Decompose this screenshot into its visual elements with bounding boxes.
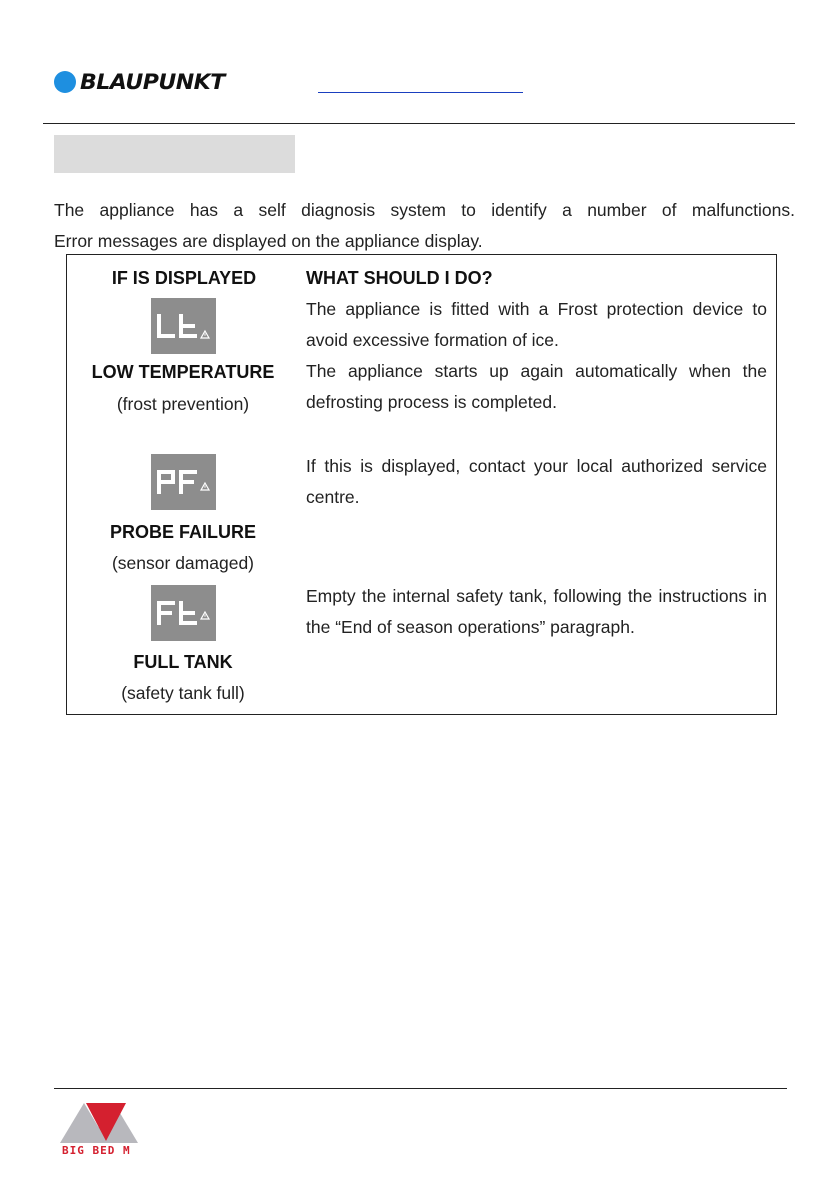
- brand-name: BLAUPUNKT: [80, 70, 225, 94]
- intro-paragraph: [54, 195, 795, 257]
- row-pf-action-1: If this is displayed, contact your local authorized service centre.: [306, 456, 767, 507]
- row-pf-desc: (sensor damaged): [111, 553, 255, 573]
- warning-icon: [201, 331, 209, 338]
- row-lt-action-1: The appliance is fitted with a Frost protection device to avoid excessive formation of ice.: [306, 299, 767, 350]
- intro-line-2: Error messages are displayed on the appliance display.: [54, 231, 483, 251]
- display-code-pf: [151, 454, 216, 510]
- ft-display-glyph: [151, 585, 216, 641]
- blaupunkt-logo: [54, 70, 225, 94]
- footer-divider: [54, 1088, 787, 1089]
- intro-line-1: The appliance has a self diagnosis system to identify a number of malfunctions.: [54, 200, 795, 220]
- row-ft-name: FULL TANK: [133, 652, 233, 672]
- row-ft-action: [306, 581, 767, 643]
- display-code-ft: [151, 585, 216, 641]
- warning-icon: [201, 612, 209, 619]
- row-ft-action-1: Empty the internal safety tank, following the instructions in the “End of season operations” paragraph.: [306, 586, 767, 637]
- row-lt-name: LOW TEMPERATURE: [91, 362, 275, 382]
- warning-icon: [201, 483, 209, 490]
- header-link-underline: [318, 92, 523, 93]
- logo-dot-icon: [54, 71, 76, 93]
- row-pf-action: [306, 451, 767, 513]
- row-pf-name: PROBE FAILURE: [109, 522, 256, 542]
- row-lt-action: [306, 294, 767, 418]
- error-code-table: [66, 254, 777, 715]
- row-ft-desc: (safety tank full): [121, 683, 245, 703]
- row-lt-action-2: The appliance starts up again automatically when the defrosting process is completed.: [306, 361, 767, 412]
- header-divider: [43, 123, 795, 124]
- row-lt-desc: (frost prevention): [116, 394, 250, 414]
- display-code-lt: [151, 298, 216, 354]
- column-header-displayed: IF IS DISPLAYED: [111, 268, 257, 288]
- lt-display-glyph: [151, 298, 216, 354]
- section-heading-band: [54, 135, 295, 173]
- pf-display-glyph: [151, 454, 216, 510]
- column-header-action: WHAT SHOULD I DO?: [306, 268, 493, 288]
- footer-logo-text: BIG BED M: [62, 1144, 131, 1157]
